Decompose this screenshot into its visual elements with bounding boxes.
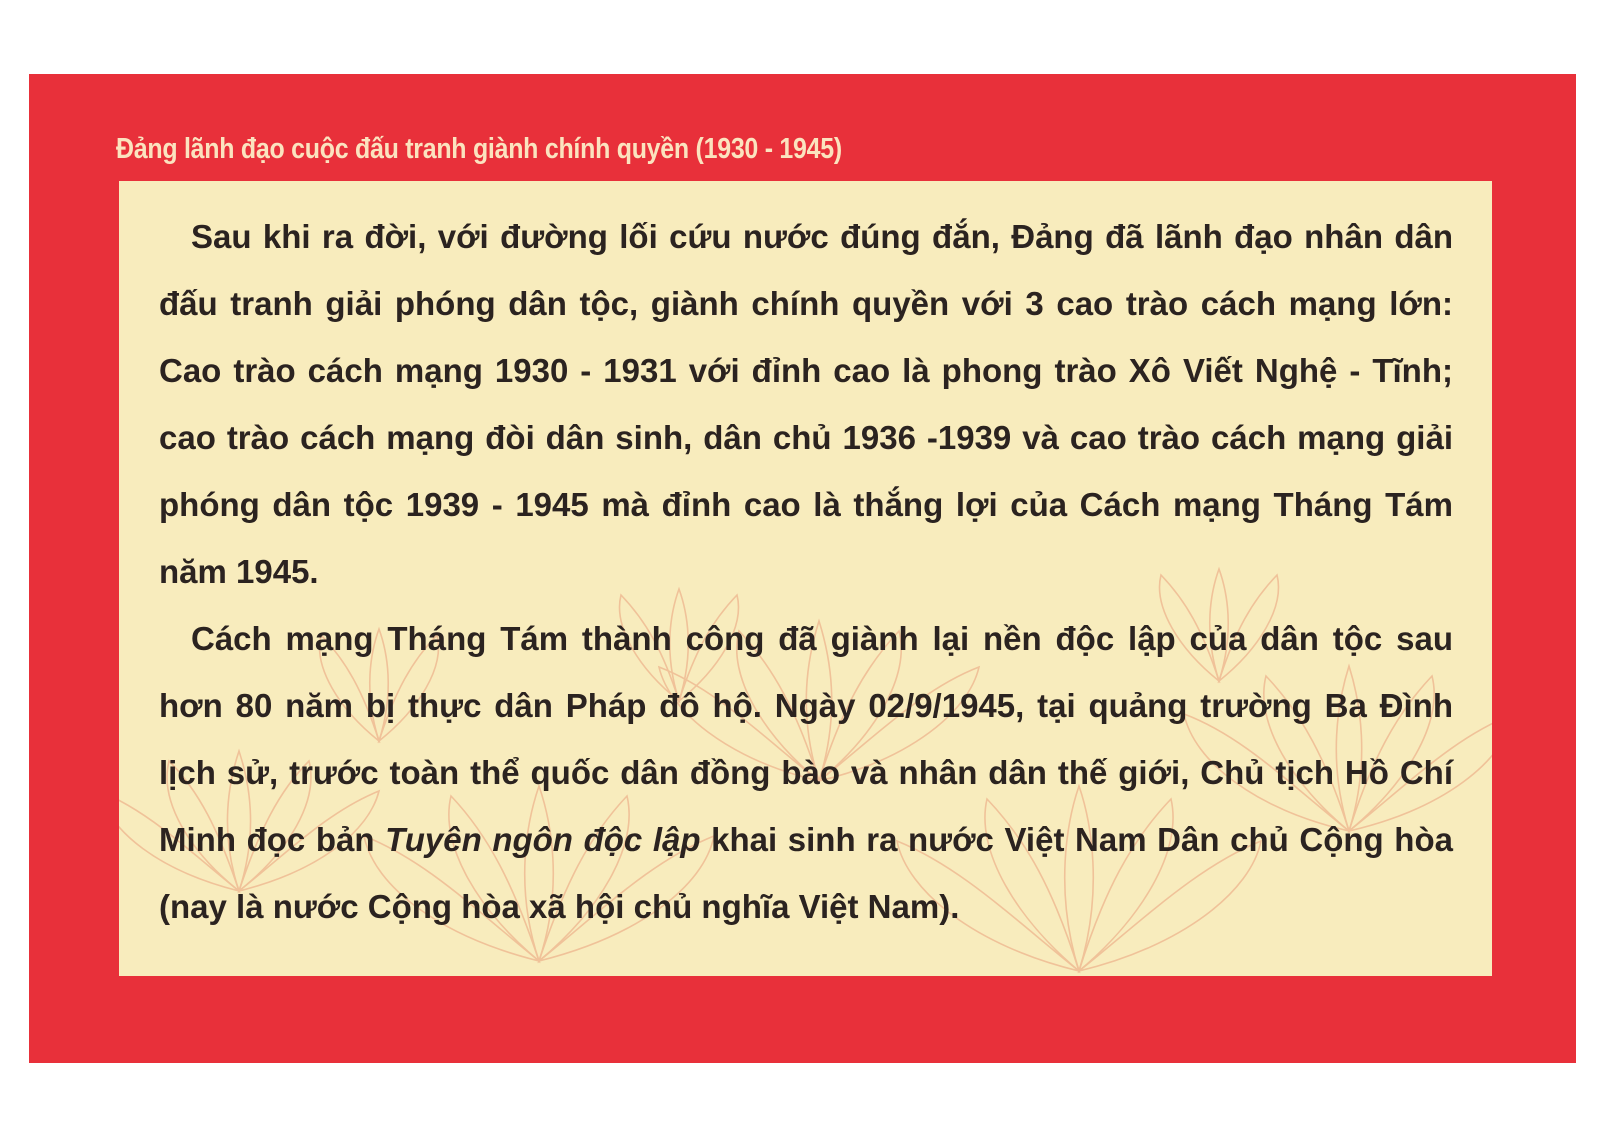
paragraph-1: Sau khi ra đời, với đường lối cứu nước đúng đắn, Đảng đã lãnh đạo nhân dân đấu tranh giải phóng dân tộc, giành chính quyền với 3 cao trào cách mạng lớn: Cao trào cách mạng 1930 - 1931 với đỉnh cao là phong trào Xô Viết Nghệ - Tĩnh; cao trào cách mạng đòi dân sinh, dân chủ 1936 -1939 và cao trào cách mạng giải phóng dân tộc 1939 - 1945 mà đỉnh cao là thắng lợi của Cách mạng Tháng Tám năm 1945. <box>159 218 1453 590</box>
paragraph-2-italic-title: Tuyên ngôn độc lập <box>385 821 701 858</box>
paragraph-2 <box>159 605 1453 940</box>
page-heading: Đảng lãnh đạo cuộc đấu tranh giành chính quyền (1930 - 1945) <box>116 133 842 165</box>
body-text <box>159 203 1453 940</box>
paragraph-2-part-1: Cách mạng Tháng Tám thành công đã giành lại nền độc lập của dân tộc sau hơn 80 năm bị thực dân Pháp đô hộ. Ngày 02/9/1945, tại quảng trường Ba Đình lịch sử, trước toàn thể quốc dân đồng bào và nhân dân thế giới, Chủ tịch Hồ Chí Minh đọc bản <box>159 620 1453 858</box>
content-panel <box>119 181 1492 976</box>
paragraph-2-part-2: khai sinh ra nước Việt Nam Dân chủ Cộng hòa (nay là nước Cộng hòa xã hội chủ nghĩa Việt Nam). <box>159 821 1453 925</box>
